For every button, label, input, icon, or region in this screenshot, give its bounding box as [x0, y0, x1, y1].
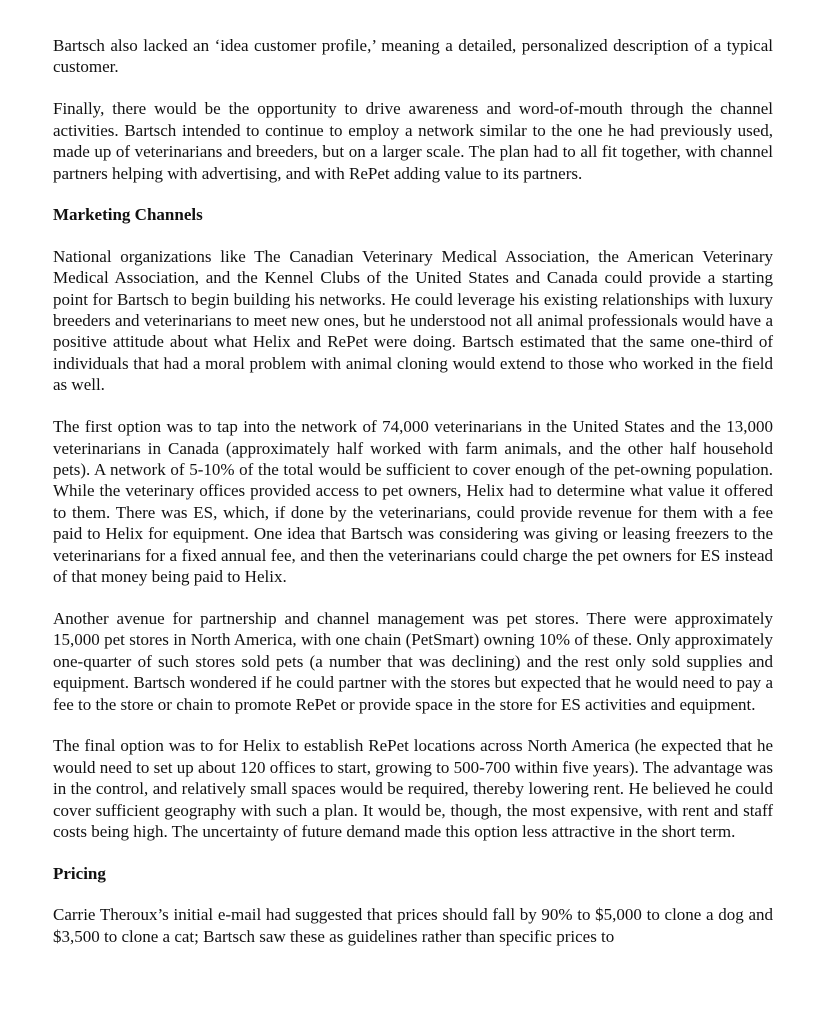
paragraph-pricing: Carrie Theroux’s initial e-mail had suggested that prices should fall by 90% to $5,000 to clone a dog and $3,500 to clone a cat; Bartsch saw these as guidelines rather than specific prices to — [53, 905, 773, 946]
paragraph-customer-profile: Bartsch also lacked an ‘idea customer profile,’ meaning a detailed, personalized description of a typical customer. — [53, 36, 773, 77]
paragraph-awareness: Finally, there would be the opportunity to drive awareness and word-of-mouth through the channel activities. Bartsch intended to continue to employ a network similar to the one he had previously used, made up of veterinarians and breeders, but on a larger scale. The plan had to all fit together, with channel partners helping with advertising, and with RePet adding value to its partners. — [53, 99, 773, 183]
paragraph-pet-stores-option: Another avenue for partnership and channel management was pet stores. There were approximately 15,000 pet stores in North America, with one chain (PetSmart) owning 10% of these. Only approximately one-quarter of such stores sold pets (a number that was declining) and the rest only sold supplies and equipment. Bartsch wondered if he could partner with the stores but expected that he would need to pay a fee to the store or chain to promote RePet or provide space in the store for ES activities and equipment. — [53, 608, 773, 714]
heading-marketing-channels: Marketing Channels — [53, 205, 203, 225]
paragraph-national-organizations: National organizations like The Canadian Veterinary Medical Association, the American Veterinary Medical Association, and the Kennel Clubs of the United States and Canada could provide a starting point for Bartsch to begin building his networks. He could leverage his existing relationships with luxury breeders and veterinarians to meet new ones, but he understood not all animal professionals would have a positive attitude about what Helix and RePet were doing. Bartsch estimated that the same one-third of individuals that had a moral problem with animal cloning would extend to those who worked in the field as well. — [53, 246, 773, 395]
document-page — [53, 35, 773, 968]
paragraph-veterinarians-option: The first option was to tap into the network of 74,000 veterinarians in the United States and the 13,000 veterinarians in Canada (approximately half worked with farm animals, and the other half household pets). A network of 5-10% of the total would be sufficient to cover enough of the pet-owning population. While the veterinary offices provided access to pet owners, Helix had to determine what value it offered to them. There was ES, which, if done by the veterinarians, could provide revenue for them with a fee paid to Helix for equipment. One idea that Bartsch was considering was giving or leasing freezers to the veterinarians for a fixed annual fee, and then the veterinarians could charge the pet owners for ES instead of that money being paid to Helix. — [53, 417, 773, 587]
paragraph-repet-locations-option: The final option was to for Helix to establish RePet locations across North America (he expected that he would need to set up about 120 offices to start, growing to 500-700 within five years). The advantage was in the control, and relatively small spaces would be required, thereby lowering rent. He believed he could cover sufficient geography with such a plan. It would be, though, the most expensive, with rent and staff costs being high. The uncertainty of future demand made this option less attractive in the short term. — [53, 736, 773, 842]
heading-pricing: Pricing — [53, 864, 106, 883]
